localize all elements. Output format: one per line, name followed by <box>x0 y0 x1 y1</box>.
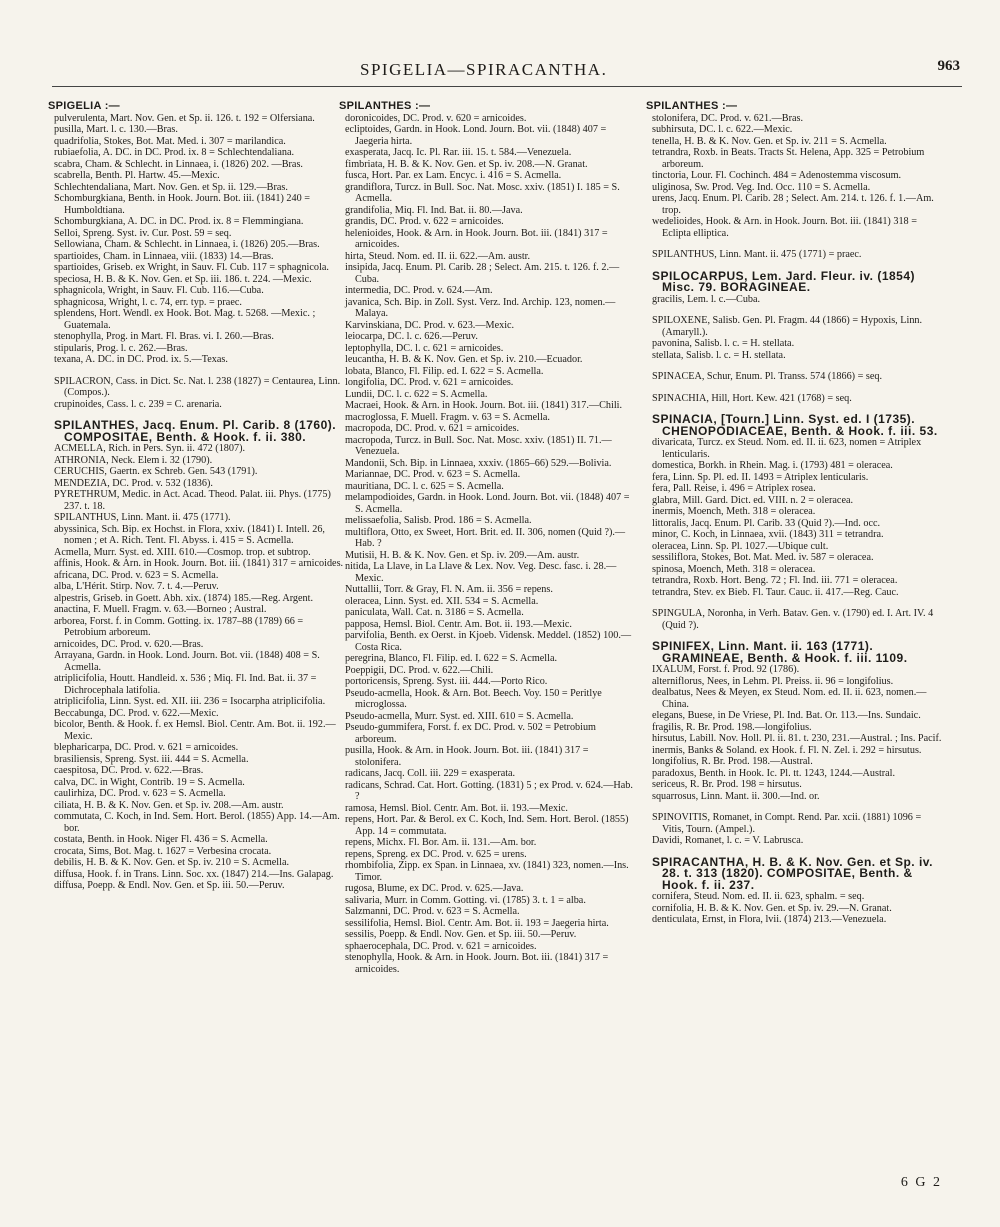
index-entry: scabrella, Benth. Pl. Hartw. 45.—Mexic. <box>54 170 220 181</box>
index-entry: leptophylla, DC. l. c. 621 = arnicoides. <box>345 342 504 354</box>
index-entry: peregrina, Blanco, Fl. Filip. ed. I. 622 = S. Acmella. <box>345 653 558 664</box>
entry-gap <box>54 366 344 376</box>
index-entry: crupinoides, Cass. l. c. 239 = C. arenaria. <box>54 398 222 410</box>
index-entry: repens, Hort. Par. & Berol. ex C. Koch, Ind. Sem. Hort. Berol. (1855) App. 14 = commutata. <box>345 814 629 837</box>
index-entry: nitida, La Llave, in La Llave & Lex. Nov. Veg. Desc. fasc. i. 28.—Mexic. <box>345 561 617 584</box>
index-entry: Salzmanni, DC. Prod. v. 623 = S. Acmella. <box>345 906 520 917</box>
index-entry: tetrandra, Roxb. Hort. Beng. 72 ; Fl. Ind. iii. 771 = oleracea. <box>652 575 898 586</box>
entry-gap <box>652 305 942 315</box>
index-entry: SPILANTHUS, Linn. Mant. ii. 475 (1771) = praec. <box>652 249 862 260</box>
signature-mark: 6 G 2 <box>900 1175 942 1190</box>
index-entry: stenophylla, Hook. & Arn. in Hook. Journ. Bot. iii. (1841) 317 = arnicoides. <box>345 952 609 975</box>
index-entry: arnicoides, DC. Prod. v. 620.—Bras. <box>54 638 204 650</box>
header-rule <box>52 86 962 87</box>
index-entry: repens, Michx. Fl. Bor. Am. ii. 131.—Am. bor. <box>345 837 537 848</box>
index-entry: alba, L'Hérit. Stirp. Nov. 7. t. 4.—Peruv. <box>54 581 219 592</box>
index-entry: sphagnicola, Wright, in Sauv. Fl. Cub. 116.—Cuba. <box>54 285 264 296</box>
index-entry: texana, A. DC. in DC. Prod. ix. 5.—Texas. <box>54 354 228 365</box>
index-entry: melampodioides, Gardn. in Hook. Lond. Journ. Bot. vii. (1848) 407 = S. Acmella. <box>345 492 630 515</box>
index-entry: ciliata, H. B. & K. Nov. Gen. et Sp. iv. 208.—Am. austr. <box>54 799 284 811</box>
index-entry: Beccabunga, DC. Prod. v. 622.—Mexic. <box>54 707 219 719</box>
index-entry: debilis, H. B. & K. Nov. Gen. et Sp. iv. 210 = S. Acmella. <box>54 857 290 868</box>
index-entry: Schlechtendaliana, Mart. Nov. Gen. et Sp. ii. 129.—Bras. <box>54 181 288 193</box>
index-entry: SPINACEA, Schur, Enum. Pl. Transs. 574 (1866) = seq. <box>652 371 883 382</box>
index-entry: stellata, Salisb. l. c. = H. stellata. <box>652 349 786 361</box>
index-entry: pulverulenta, Mart. Nov. Gen. et Sp. ii. 126. t. 192 = Olfersiana. <box>54 112 315 124</box>
index-entry: elegans, Buese, in De Vriese, Pl. Ind. Bat. Or. 113.—Ins. Sundaic. <box>652 710 921 721</box>
index-entry: javanica, Sch. Bip. in Zoll. Syst. Verz. Ind. Archip. 123, nomen.—Malaya. <box>345 296 616 319</box>
continued-genus-heading: SPILANTHES :— <box>339 100 431 112</box>
column-2 <box>339 100 635 975</box>
index-entry: scabra, Cham. & Schlecht. in Linnaea, i. (1826) 202. —Bras. <box>54 158 303 170</box>
index-entry: affinis, Hook. & Arn. in Hook. Journ. Bot. iii. (1841) 317 = arnicoides. <box>54 558 344 569</box>
index-entry: SPINACHIA, Hill, Hort. Kew. 421 (1768) = seq. <box>652 392 852 404</box>
index-entry: tinctoria, Lour. Fl. Cochinch. 484 = Adenostemma viscosum. <box>652 170 902 181</box>
index-entry: Poeppigii, DC. Prod. v. 622.—Chili. <box>345 664 494 676</box>
index-entry: pusilla, Hook. & Arn. in Hook. Journ. Bot. iii. (1841) 317 = stolonifera. <box>345 745 589 768</box>
index-entry: brasiliensis, Spreng. Syst. iii. 444 = S. Acmella. <box>54 753 249 765</box>
index-entry: diffusa, Hook. f. in Trans. Linn. Soc. xx. (1847) 214.—Ins. Galapag. <box>54 868 334 880</box>
index-entry: Pseudo-gummifera, Forst. f. ex DC. Prod. v. 502 = Petrobium arboreum. <box>345 722 596 745</box>
index-entry: stipularis, Prog. l. c. 262.—Bras. <box>54 342 188 354</box>
index-entry: glabra, Mill. Gard. Dict. ed. VIII. n. 2 = oleracea. <box>652 494 854 506</box>
index-entry: macroglossa, F. Muell. Fragm. v. 63 = S. Acmella. <box>345 411 550 423</box>
index-entry: speciosa, H. B. & K. Nov. Gen. et Sp. iii. 186. t. 224. —Mexic. <box>54 273 312 285</box>
index-entry: Pseudo-acmella, Hook. & Arn. Bot. Beech. Voy. 150 = Peritlye microglossa. <box>345 687 602 710</box>
index-entry: Acmella, Murr. Syst. ed. XIII. 610.—Cosmop. trop. et subtrop. <box>54 546 311 558</box>
index-entry: mauritiana, DC. l. c. 625 = S. Acmella. <box>345 480 504 492</box>
index-entry: SPINGULA, Noronha, in Verh. Batav. Gen. v. (1790) ed. I. Art. IV. 4 (Quid ?). <box>652 608 934 631</box>
index-entry: PYRETHRUM, Medic. in Act. Acad. Theod. Palat. iii. Phys. (1775) 237. t. 18. <box>54 489 331 512</box>
index-entry: fera, Linn. Sp. Pl. ed. II. 1493 = Atriplex lenticularis. <box>652 471 869 483</box>
index-entry: Lundii, DC. l. c. 622 = S. Acmella. <box>345 388 488 400</box>
index-entry: urens, Jacq. Enum. Pl. Carib. 28 ; Select. Am. 214. t. 126. f. 1.—Am. trop. <box>652 193 934 216</box>
index-entry: tenella, H. B. & K. Nov. Gen. et Sp. iv. 211 = S. Acmella. <box>652 135 887 147</box>
index-entry: squarrosus, Linn. Mant. ii. 300.—Ind. or. <box>652 790 820 802</box>
index-entry: leiocarpa, DC. l. c. 626.—Peruv. <box>345 331 478 342</box>
index-entry: Nuttallii, Torr. & Gray, Fl. N. Am. ii. 356 = repens. <box>345 584 553 595</box>
index-entry: Macraei, Hook. & Arn. in Hook. Journ. Bot. iii. (1841) 317.—Chili. <box>345 400 623 411</box>
index-entry: portoricensis, Spreng. Syst. iii. 444.—Porto Rico. <box>345 676 548 687</box>
index-entry: exasperata, Jacq. Ic. Pl. Rar. iii. 15. t. 584.—Venezuela. <box>345 147 572 158</box>
index-entry: SPILACRON, Cass. in Dict. Sc. Nat. l. 238 (1827) = Centaurea, Linn. (Compos.). <box>54 375 341 398</box>
continued-genus-heading: SPIGELIA :— <box>48 100 120 112</box>
index-entry: commutata, C. Koch, in Ind. Sem. Hort. Berol. (1855) App. 14.—Am. bor. <box>54 811 340 834</box>
index-entry: diffusa, Poepp. & Endl. Nov. Gen. et Sp. iii. 50.—Peruv. <box>54 880 285 891</box>
index-entry: sphaerocephala, DC. Prod. v. 621 = arnicoides. <box>345 940 537 952</box>
entry-gap <box>652 598 942 608</box>
index-entry: hirsutus, Labill. Nov. Holl. Pl. ii. 81. t. 230, 231.—Austral. ; Ins. Pacif. <box>652 733 942 744</box>
index-entry: cornifolia, H. B. & K. Nov. Gen. et Sp. iv. 29.—N. Granat. <box>652 902 892 914</box>
index-entry: lobata, Blanco, Fl. Filip. ed. I. 622 = S. Acmella. <box>345 365 544 377</box>
index-entry: sphagnicosa, Wright, l. c. 74, err. typ. = praec. <box>54 296 242 308</box>
index-entry: insipida, Jacq. Enum. Pl. Carib. 28 ; Select. Am. 215. t. 126. f. 2.—Cuba. <box>345 262 620 285</box>
index-entry: sericeus, R. Br. Prod. 198 = hirsutus. <box>652 779 802 790</box>
index-entry: Mandonii, Sch. Bip. in Linnaea, xxxiv. (1865–66) 529.—Bolivia. <box>345 457 612 469</box>
index-entry: abyssinica, Sch. Bip. ex Hochst. in Flora, xxiv. (1841) I. Intell. 26, nomen ; et A. Rich. Tent. Fl. Abyss. i. 415 = S. Acmella. <box>54 523 325 546</box>
entry-gap <box>652 361 942 371</box>
index-entry: bicolor, Benth. & Hook. f. ex Hemsl. Biol. Centr. Am. Bot. ii. 192.—Mexic. <box>54 719 336 742</box>
genus-heading: SPINIFEX, Linn. Mant. ii. 163 (1771). GRAMINEAE, Benth. & Hook. f. iii. 1109. <box>652 639 908 665</box>
index-entry: spartioides, Cham. in Linnaea, viii. (1833) 14.—Bras. <box>54 250 274 262</box>
continued-genus-heading: SPILANTHES :— <box>646 100 738 112</box>
index-entry: SPILANTHUS, Linn. Mant. ii. 475 (1771). <box>54 512 231 523</box>
index-entry: gracilis, Lem. l. c.—Cuba. <box>652 293 761 305</box>
index-entry: ATHRONIA, Neck. Elem i. 32 (1790). <box>54 454 213 466</box>
index-entry: Arrayana, Gardn. in Hook. Lond. Journ. Bot. vii. (1848) 408 = S. Acmella. <box>54 650 320 673</box>
index-entry: domestica, Borkh. in Rhein. Mag. i. (1793) 481 = oleracea. <box>652 460 893 471</box>
index-entry: Schomburgkiana, Benth. in Hook. Journ. Bot. iii. (1841) 240 = Humboldtiana. <box>54 193 310 216</box>
index-entry: stenophylla, Prog. in Mart. Fl. Bras. vi. I. 260.—Bras. <box>54 331 274 342</box>
index-entry: arborea, Forst. f. in Comm. Gotting. ix. 1787–88 (1789) 66 = Petrobium arboreum. <box>54 615 304 638</box>
index-entry: helenioides, Hook. & Arn. in Hook. Journ. Bot. iii. (1841) 317 = arnicoides. <box>345 227 608 250</box>
column-1 <box>48 100 344 892</box>
index-entry: rhombifolia, Zipp. ex Span. in Linnaea, xv. (1841) 323, nomen.—Ins. Timor. <box>345 860 629 883</box>
index-entry: hirta, Steud. Nom. ed. II. ii. 622.—Am. austr. <box>345 250 531 262</box>
index-entry: pusilla, Mart. l. c. 130.—Bras. <box>54 124 178 135</box>
index-entry: Mariannae, DC. Prod. v. 623 = S. Acmella. <box>345 469 521 480</box>
index-entry: radicans, Schrad. Cat. Hort. Gotting. (1831) 5 ; ex Prod. v. 624.—Hab. ? <box>345 779 633 802</box>
index-entry: Schomburgkiana, A. DC. in DC. Prod. ix. 8 = Flemmingiana. <box>54 216 304 227</box>
index-entry: rubiaefolia, A. DC. in DC. Prod. ix. 8 = Schlechtendaliana. <box>54 147 295 158</box>
index-entry: littoralis, Jacq. Enum. Pl. Carib. 33 (Quid ?).—Ind. occ. <box>652 517 881 529</box>
index-entry: SPILOXENE, Salisb. Gen. Pl. Fragm. 44 (1866) = Hypoxis, Linn. (Amaryll.). <box>652 315 923 338</box>
page-header <box>0 58 1000 82</box>
index-entry: repens, Spreng. ex DC. Prod. v. 625 = urens. <box>345 848 527 860</box>
index-entry: atriplicifolia, Houtt. Handleid. x. 536 ; Miq. Fl. Ind. Bat. ii. 37 = Dichrocephala latifolia. <box>54 673 317 696</box>
index-entry: atriplicifolia, Linn. Syst. ed. XII. iii. 236 = Isocarpha atriplicifolia. <box>54 696 326 707</box>
index-entry: africana, DC. Prod. v. 623 = S. Acmella. <box>54 569 219 581</box>
index-entry: salivaria, Murr. in Comm. Gotting. vi. (1785) 3. t. 1 = alba. <box>345 894 586 906</box>
index-entry: ACMELLA, Rich. in Pers. Syn. ii. 472 (1807). <box>54 443 246 454</box>
index-entry: costata, Benth. in Hook. Niger Fl. 436 = S. Acmella. <box>54 834 268 845</box>
index-entry: stolonifera, DC. Prod. v. 621.—Bras. <box>652 112 804 124</box>
index-entry: grandifolia, Miq. Fl. Ind. Bat. ii. 80.—Java. <box>345 204 523 216</box>
page-number: 963 <box>937 58 960 74</box>
index-entry: leucantha, H. B. & K. Nov. Gen. et Sp. iv. 210.—Ecuador. <box>345 354 583 365</box>
index-entry: quadrifolia, Stokes, Bot. Mat. Med. i. 307 = marilandica. <box>54 135 286 147</box>
index-entry: inermis, Moench, Meth. 318 = oleracea. <box>652 506 816 517</box>
index-entry: fera, Pall. Reise, i. 496 = Atriplex rosea. <box>652 483 816 494</box>
entry-gap <box>652 383 942 393</box>
index-entry: Mutisii, H. B. & K. Nov. Gen. et Sp. iv. 209.—Am. austr. <box>345 549 580 561</box>
index-entry: oleracea, Linn. Syst. ed. XII. 534 = S. Acmella. <box>345 595 539 607</box>
index-entry: calva, DC. in Wight, Contrib. 19 = S. Acmella. <box>54 776 245 788</box>
genus-heading: SPINACIA, [Tourn.] Linn. Syst. ed. I (1735). CHENOPODIACEAE, Benth. & Hook. f. iii. 53. <box>652 412 938 438</box>
index-entry: uliginosa, Sw. Prod. Veg. Ind. Occ. 110 = S. Acmella. <box>652 181 871 193</box>
index-entry: caulirhiza, DC. Prod. v. 623 = S. Acmella. <box>54 788 226 799</box>
index-entry: inermis, Banks & Soland. ex Hook. f. Fl. N. Zel. i. 292 = hirsutus. <box>652 744 922 756</box>
index-entry: melissaefolia, Salisb. Prod. 186 = S. Acmella. <box>345 515 532 526</box>
index-entry: SPINOVITIS, Romanet, in Compt. Rend. Par. xcii. (1881) 1096 = Vitis, Tourn. (Ampel.). <box>652 812 922 835</box>
index-entry: IXALUM, Forst. f. Prod. 92 (1786). <box>652 664 800 675</box>
index-entry: spinosa, Moench, Meth. 318 = oleracea. <box>652 563 816 575</box>
index-entry: multiflora, Otto, ex Sweet, Hort. Brit. ed. II. 306, nomen (Quid ?).—Hab. ? <box>345 526 626 549</box>
index-entry: Davidi, Romanet, l. c. = V. Labrusca. <box>652 835 804 846</box>
index-entry: Sellowiana, Cham. & Schlecht. in Linnaea, i. (1826) 205.—Bras. <box>54 239 320 250</box>
entry-gap <box>652 802 942 812</box>
index-entry: anactina, F. Muell. Fragm. v. 63.—Borneo ; Austral. <box>54 604 267 615</box>
index-entry: oleracea, Linn. Sp. Pl. 1027.—Ubique cult. <box>652 540 829 552</box>
index-entry: sessilifolia, Hemsl. Biol. Centr. Am. Bot. ii. 193 = Jaegeria hirta. <box>345 917 609 929</box>
genus-heading: SPILANTHES, Jacq. Enum. Pl. Carib. 8 (1760). COMPOSITAE, Benth. & Hook. f. ii. 380. <box>54 418 337 444</box>
index-entry: paradoxus, Benth. in Hook. Ic. Pl. tt. 1243, 1244.—Austral. <box>652 767 896 779</box>
index-entry: fragilis, R. Br. Prod. 198.—longifolius. <box>652 721 812 733</box>
index-entry: blepharicarpa, DC. Prod. v. 621 = arnicoides. <box>54 742 239 753</box>
index-entry: alterniflorus, Nees, in Lehm. Pl. Preiss. ii. 96 = longifolius. <box>652 675 894 687</box>
index-entry: parvifolia, Benth. ex Oerst. in Kjoeb. Vidensk. Meddel. (1852) 100.—Costa Rica. <box>345 630 632 653</box>
index-entry: macropoda, DC. Prod. v. 621 = arnicoides. <box>345 423 519 434</box>
genus-heading: SPILOCARPUS, Lem. Jard. Fleur. iv. (1854) Misc. 79. BORAGINEAE. <box>652 268 916 294</box>
index-entry: rugosa, Blume, ex DC. Prod. v. 625.—Java. <box>345 883 524 894</box>
index-entry: tetrandra, Stev. ex Bieb. Fl. Taur. Cauc. ii. 417.—Reg. Cauc. <box>652 586 899 598</box>
index-entry: splendens, Hort. Wendl. ex Hook. Bot. Mag. t. 5268. —Mexic. ; Guatemala. <box>54 308 316 331</box>
index-entry: macropoda, Turcz. in Bull. Soc. Nat. Mosc. xxiv. (1851) II. 71.—Venezuela. <box>345 434 612 457</box>
index-entry: MENDEZIA, DC. Prod. v. 532 (1836). <box>54 477 213 489</box>
index-entry: paniculata, Wall. Cat. n. 3186 = S. Acmella. <box>345 607 524 618</box>
index-entry: dealbatus, Nees & Meyen, ex Steud. Nom. ed. II. ii. 623, nomen.—China. <box>652 687 927 710</box>
index-entry: intermedia, DC. Prod. v. 624.—Am. <box>345 285 493 296</box>
index-entry: CERUCHIS, Gaertn. ex Schreb. Gen. 543 (1791). <box>54 466 258 477</box>
genus-heading: SPIRACANTHA, H. B. & K. Nov. Gen. et Sp. iv. 28. t. 313 (1820). COMPOSITAE, Benth. & Hook. f. ii. 237. <box>652 854 933 892</box>
index-entry: crocata, Sims, Bot. Mag. t. 1627 = Verbesina crocata. <box>54 845 272 857</box>
index-entry: minor, C. Koch, in Linnaea, xvii. (1843) 311 = tetrandra. <box>652 529 884 540</box>
running-title: SPIGELIA—SPIRACANTHA. <box>360 60 608 79</box>
index-entry: fimbriata, H. B. & K. Nov. Gen. et Sp. iv. 208.—N. Granat. <box>345 158 588 170</box>
index-entry: ecliptoides, Gardn. in Hook. Lond. Journ. Bot. vii. (1848) 407 = Jaegeria hirta. <box>345 124 607 147</box>
index-entry: Pseudo-acmella, Murr. Syst. ed. XIII. 610 = S. Acmella. <box>345 710 574 722</box>
index-entry: tetrandra, Roxb. in Beats. Tracts St. Helena, App. 325 = Petrobium arboreum. <box>652 147 925 170</box>
index-entry: papposa, Hemsl. Biol. Centr. Am. Bot. ii. 193.—Mexic. <box>345 618 572 630</box>
index-entry: grandiflora, Turcz. in Bull. Soc. Nat. Mosc. xxiv. (1851) I. 185 = S. Acmella. <box>345 181 620 204</box>
index-entry: longifolia, DC. Prod. v. 621 = arnicoides. <box>345 377 514 388</box>
index-entry: fusca, Hort. Par. ex Lam. Encyc. i. 416 = S. Acmella. <box>345 170 562 181</box>
index-entry: wedelioides, Hook. & Arn. in Hook. Journ. Bot. iii. (1841) 318 = Eclipta elliptica. <box>652 216 917 239</box>
index-entry: spartioides, Griseb. ex Wright, in Sauv. Fl. Cub. 117 = sphagnicola. <box>54 262 329 273</box>
index-entry: Selloi, Spreng. Syst. iv. Cur. Post. 59 = seq. <box>54 227 232 239</box>
index-entry: subhirsuta, DC. l. c. 622.—Mexic. <box>652 124 793 135</box>
index-entry: pavonina, Salisb. l. c. = H. stellata. <box>652 338 795 349</box>
index-entry: divaricata, Turcz. ex Steud. Nom. ed. II. ii. 623, nomen = Atriplex lenticularis. <box>652 437 922 460</box>
index-entry: longifolius, R. Br. Prod. 198.—Austral. <box>652 756 813 767</box>
index-entry: sessilis, Poepp. & Endl. Nov. Gen. et Sp. iii. 50.—Peruv. <box>345 929 577 940</box>
index-entry: doronicoides, DC. Prod. v. 620 = arnicoides. <box>345 112 527 124</box>
index-entry: ramosa, Hemsl. Biol. Centr. Am. Bot. ii. 193.—Mexic. <box>345 802 568 814</box>
index-entry: grandis, DC. Prod. v. 622 = arnicoides. <box>345 216 504 227</box>
index-entry: denticulata, Ernst, in Flora, lvii. (1874) 213.—Venezuela. <box>652 914 887 925</box>
column-3 <box>646 100 942 926</box>
index-entry: alpestris, Griseb. in Goett. Abh. xix. (1874) 185.—Reg. Argent. <box>54 592 313 604</box>
index-entry: caespitosa, DC. Prod. v. 622.—Bras. <box>54 765 204 776</box>
index-entry: sessiliflora, Stokes, Bot. Mat. Med. iv. 587 = oleracea. <box>652 552 874 563</box>
entry-gap <box>652 239 942 249</box>
index-entry: Karvinskiana, DC. Prod. v. 623.—Mexic. <box>345 319 515 331</box>
index-entry: cornifera, Steud. Nom. ed. II. ii. 623, sphalm. = seq. <box>652 891 865 902</box>
index-entry: radicans, Jacq. Coll. iii. 229 = exasperata. <box>345 768 516 779</box>
